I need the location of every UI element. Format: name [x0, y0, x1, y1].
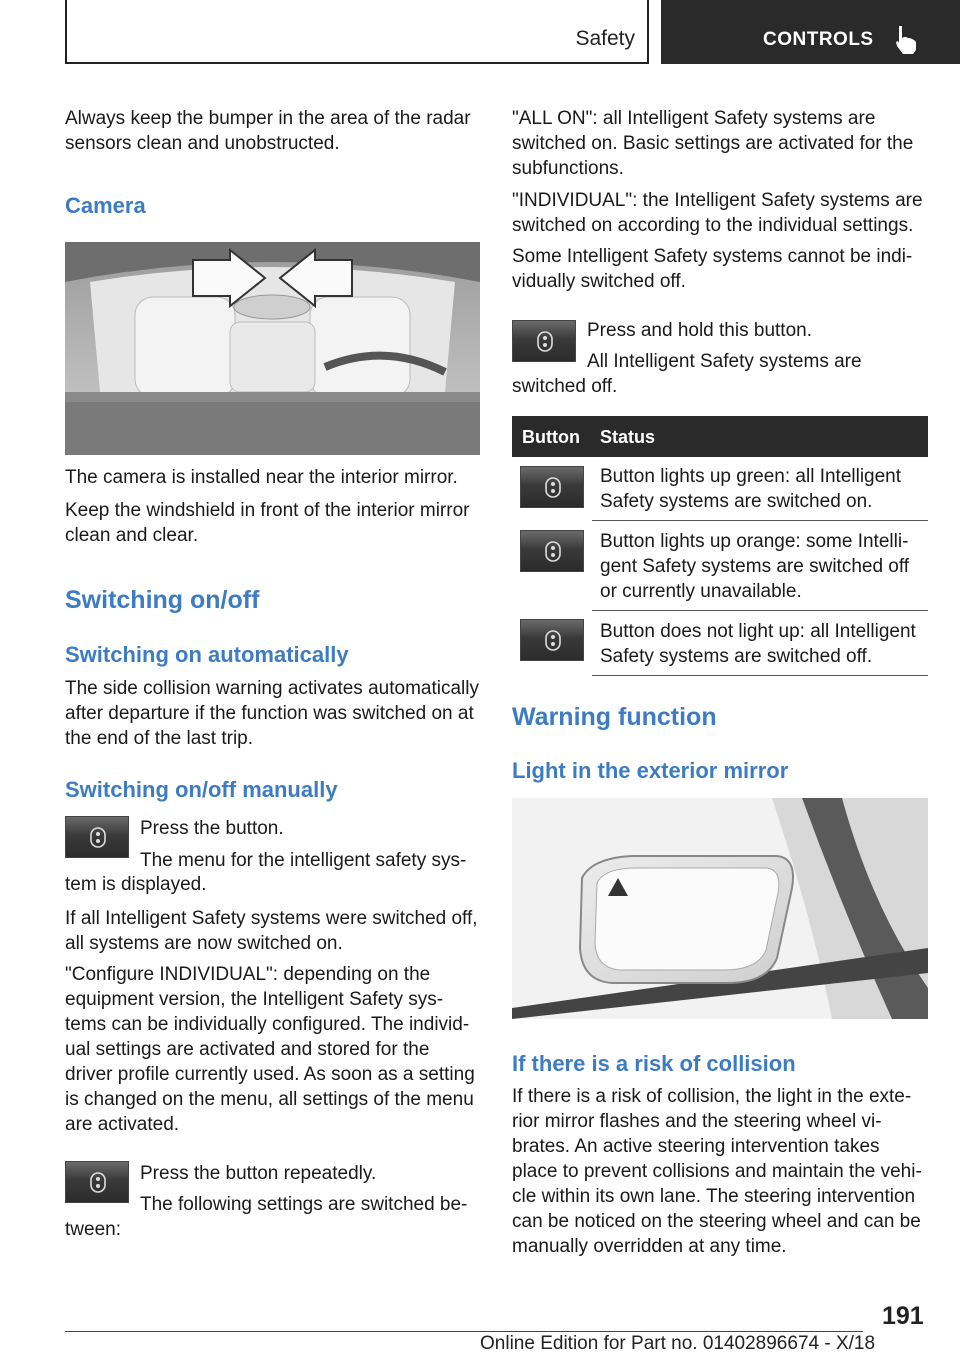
text-line: tems can be individually configured. The individ- [65, 1014, 470, 1035]
all-off-line2: switched off. [512, 376, 618, 397]
auto-text [65, 676, 479, 751]
text-line: subfunctions. [512, 158, 624, 179]
status-text [600, 619, 916, 669]
safety-button-off-image [520, 619, 584, 661]
light-heading: Light in the exterior mirror [512, 758, 789, 783]
text-line: vidually switched off. [512, 271, 686, 292]
all-off-text [65, 906, 478, 956]
safety-button-image [512, 320, 576, 362]
menu-text-line2: tem is displayed. [65, 874, 207, 895]
all-off-line1: All Intelligent Safety systems are [587, 351, 862, 372]
table-header-status: Status [600, 427, 656, 447]
intro-paragraph [65, 106, 471, 156]
safety-button-icon [89, 1172, 107, 1193]
individual-text [512, 188, 923, 238]
text-line: ual settings are activated and stored for the [65, 1039, 430, 1060]
warning-heading: Warning function [512, 703, 717, 731]
text-line: driver profile currently used. As soon as a setting [65, 1064, 475, 1085]
status-text [600, 464, 901, 514]
safety-button-orange-image [520, 530, 584, 572]
auto-heading: Switching on automatically [65, 642, 349, 667]
text-line: Always keep the bumper in the area of the radar [65, 108, 471, 129]
footer-edition: Online Edition for Part no. 01402896674 - X/18 [480, 1333, 876, 1354]
press-hold-text: Press and hold this button. [587, 320, 812, 341]
text-line: are activated. [65, 1114, 180, 1135]
text-line: switched on according to the individual settings. [512, 215, 914, 236]
page-number: 191 [882, 1302, 924, 1330]
text-line: Safety systems are switched on. [600, 491, 873, 512]
safety-button-icon [544, 477, 562, 498]
safety-button-icon [536, 331, 554, 352]
press-repeat-text: Press the button repeatedly. [140, 1163, 377, 1184]
switching-heading: Switching on/off [65, 586, 260, 614]
table-divider [592, 520, 928, 521]
header-section-label: Safety [575, 27, 635, 50]
manual-heading: Switching on/off manually [65, 777, 338, 802]
camera-location-text: The camera is installed near the interior mirror. [65, 467, 458, 488]
risk-heading: If there is a risk of collision [512, 1051, 796, 1076]
table-header-button: Button [522, 427, 580, 447]
text-line: Safety systems are switched off. [600, 646, 873, 667]
camera-photo [65, 242, 480, 455]
text-line: The side collision warning activates automatically [65, 678, 479, 699]
text-line: Keep the windshield in front of the interior mirror [65, 500, 470, 521]
camera-heading: Camera [65, 193, 146, 218]
text-line: Button does not light up: all Intelligent [600, 621, 916, 642]
pointing-hand-icon [893, 24, 921, 56]
text-line: the end of the last trip. [65, 728, 254, 749]
text-line: "INDIVIDUAL": the Intelligent Safety systems are [512, 190, 923, 211]
text-line: Button lights up green: all Intelligent [600, 466, 902, 487]
text-line: gent Safety systems are switched off [600, 556, 910, 577]
text-line: If all Intelligent Safety systems were switched off, [65, 908, 478, 929]
text-line: can be noticed on the steering wheel and can be [512, 1211, 921, 1232]
text-line: sensors clean and unobstructed. [65, 133, 340, 154]
configure-text [65, 962, 475, 1137]
text-line: is changed on the menu, all settings of the menu [65, 1089, 474, 1110]
footer-divider [65, 1331, 863, 1332]
press-button-text: Press the button. [140, 818, 284, 839]
status-text [600, 529, 909, 604]
safety-button-icon [544, 541, 562, 562]
camera-windshield-text [65, 498, 469, 548]
some-systems-text [512, 244, 912, 294]
all-on-text [512, 106, 913, 181]
following-text-line1: The following settings are switched be- [140, 1194, 468, 1215]
safety-button-icon [544, 630, 562, 651]
text-line: all systems are now switched on. [65, 933, 343, 954]
following-text-line2: tween: [65, 1219, 121, 1240]
text-line: "ALL ON": all Intelligent Safety systems are [512, 108, 876, 129]
table-divider [592, 675, 928, 676]
text-line: brates. An active steering intervention takes [512, 1136, 880, 1157]
text-line: clean and clear. [65, 525, 199, 546]
header-section-box [65, 0, 649, 64]
risk-text [512, 1084, 922, 1259]
safety-button-image [65, 1161, 129, 1203]
text-line: cle within its own lane. The steering intervention [512, 1186, 916, 1207]
text-line: switched on. Basic settings are activated for the [512, 133, 914, 154]
text-line: or currently unavailable. [600, 581, 802, 602]
text-line: If there is a risk of collision, the light in the exte- [512, 1086, 912, 1107]
safety-button-green-image [520, 466, 584, 508]
text-line: place to prevent collisions and maintain the vehi- [512, 1161, 922, 1182]
text-line: Button lights up orange: some Intelli- [600, 531, 909, 552]
text-line: rior mirror flashes and the steering wheel vi- [512, 1111, 882, 1132]
text-line: manually overridden at any time. [512, 1236, 787, 1257]
safety-button-icon [89, 827, 107, 848]
text-line: after departure if the function was switched on at [65, 703, 474, 724]
menu-text-line1: The menu for the intelligent safety sys- [140, 850, 467, 871]
text-line: Some Intelligent Safety systems cannot be indi- [512, 246, 913, 267]
status-table-header [512, 416, 928, 457]
exterior-mirror-photo [512, 798, 928, 1019]
header-chapter-label: CONTROLS [763, 29, 874, 50]
safety-button-image [65, 816, 129, 858]
header-chapter-tab [661, 0, 960, 64]
text-line: "Configure INDIVIDUAL": depending on the [65, 964, 431, 985]
table-divider [592, 610, 928, 611]
text-line: equipment version, the Intelligent Safety sys- [65, 989, 444, 1010]
